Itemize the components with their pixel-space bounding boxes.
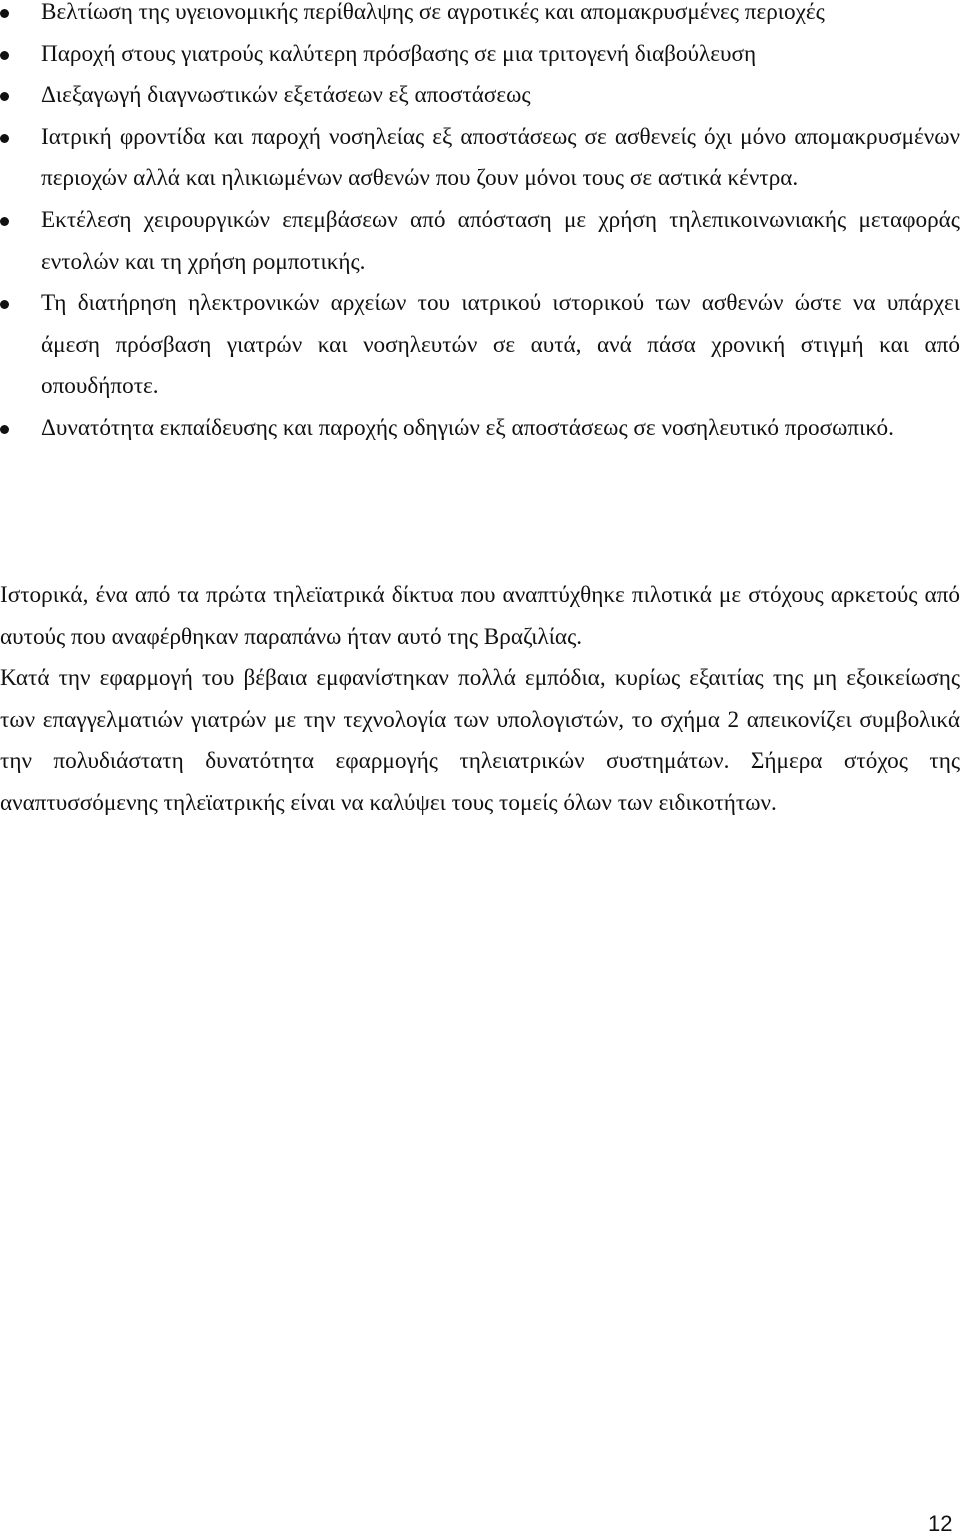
list-item-text: Δυνατότητα εκπαίδευσης και παροχής οδηγιών εξ αποστάσεως σε νοσηλευτικό προσωπικό. bbox=[41, 414, 894, 441]
list-item-text: Τη διατήρηση ηλεκτρονικών αρχείων του ιατρικού ιστορικού των ασθενών ώστε να υπάρχει άμεση πρόσβαση γιατρών και νοσηλευτών σε αυτά, ανά πάσα χρονική στιγμή και από οπουδήποτε. bbox=[41, 290, 960, 400]
list-item-text: Ιατρική φροντίδα και παροχή νοσηλείας εξ αποστάσεως σε ασθενείς όχι μόνο απομακρυσμένων περιοχών αλλά και ηλικιωμένων ασθενών που ζουν μόνοι τους σε αστικά κέντρα. bbox=[41, 123, 960, 192]
bullet-list bbox=[0, 0, 960, 450]
list-item bbox=[0, 200, 960, 283]
list-item-text: Διεξαγωγή διαγνωστικών εξετάσεων εξ αποστάσεως bbox=[41, 82, 531, 109]
list-item bbox=[0, 0, 960, 34]
list-item-text: Παροχή στους γιατρούς καλύτερη πρόσβασης σε μια τριτογενή διαβούλευση bbox=[41, 40, 757, 67]
list-item bbox=[0, 34, 960, 76]
list-item-text: Βελτίωση της υγειονομικής περίθαλψης σε αγροτικές και απομακρυσμένες περιοχές bbox=[41, 0, 825, 25]
list-item bbox=[0, 408, 960, 450]
bullet-icon bbox=[0, 9, 9, 18]
bullet-icon bbox=[0, 134, 9, 143]
list-item bbox=[0, 283, 960, 408]
bullet-icon bbox=[0, 425, 9, 434]
body-paragraph: Κατά την εφαρμογή του βέβαια εμφανίστηκαν πολλά εμπόδια, κυρίως εξαιτίας της μη εξοικείωσης των επαγγελματιών γιατρών με την τεχνολογία των υπολογιστών, το σχήμα 2 απεικονίζει συμβολικά την πολυδιάστατη δυνατότητα εφαρμογής τηλειατρικών συστημάτων. Σήμερα στόχος της αναπτυσσόμενης τηλεϊατρικής είναι να καλύψει τους τομείς όλων των ειδικοτήτων. bbox=[0, 665, 960, 816]
bullet-icon bbox=[0, 300, 9, 309]
list-item-text: Εκτέλεση χειρουργικών επεμβάσεων από απόσταση με χρήση τηλεπικοινωνιακής μεταφοράς εντολών και τη χρήση ρομποτικής. bbox=[41, 206, 960, 275]
bullet-icon bbox=[0, 51, 9, 60]
list-item bbox=[0, 75, 960, 117]
page-number: 12 bbox=[928, 1511, 953, 1536]
body-paragraph: Ιστορικά, ένα από τα πρώτα τηλεϊατρικά δίκτυα που αναπτύχθηκε πιλοτικά με στόχους αρκετούς από αυτούς που αναφέρθηκαν παραπάνω ήταν αυτό της Βραζιλίας. bbox=[0, 582, 960, 650]
bullet-icon bbox=[0, 92, 9, 101]
list-item bbox=[0, 117, 960, 200]
bullet-icon bbox=[0, 217, 9, 226]
